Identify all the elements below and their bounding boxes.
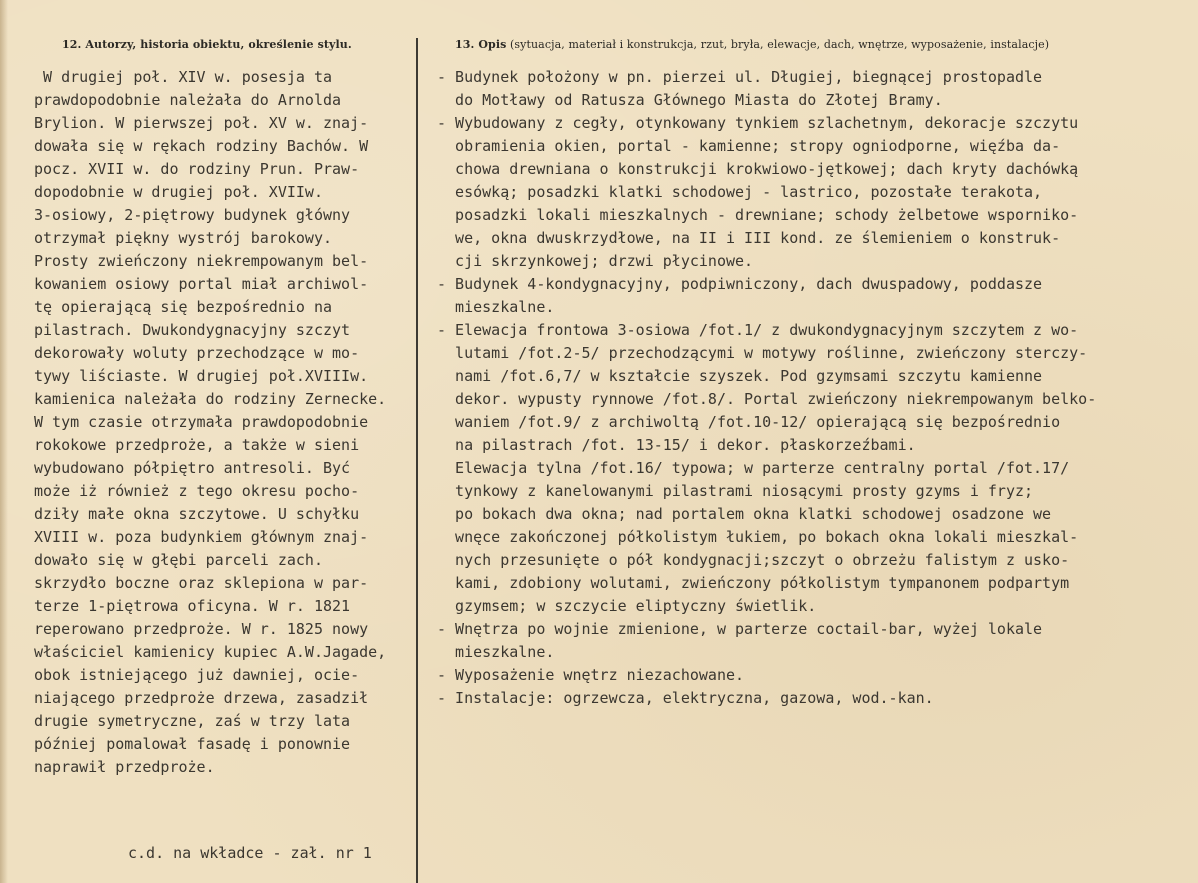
history-text-column <box>34 66 434 779</box>
text-line: dowało się w głębi parceli zach. <box>34 551 323 569</box>
text-line: pilastrach. Dwukondygnacyjny szczyt <box>34 321 351 339</box>
text-line: nych przesunięte o pół kondygnacji;szczyt o obrzeżu falistym z usko- <box>437 551 1070 569</box>
text-line: obok istniejącego już dawniej, ocie- <box>34 666 360 684</box>
text-line: rokokowe przedproże, a także w sieni <box>34 436 360 454</box>
text-line: naprawił przedproże. <box>34 758 215 776</box>
text-line: W drugiej poł. XIV w. posesja ta <box>34 68 333 86</box>
text-line: Elewacja tylna /fot.16/ typowa; w parterze centralny portal /fot.17/ <box>437 459 1070 477</box>
text-line: nami /fot.6,7/ w kształcie szyszek. Pod gzymsami szczytu kamienne <box>437 367 1043 385</box>
text-line: może iż również z tego okresu pocho- <box>34 482 360 500</box>
text-line: tynkowy z kanelowanymi pilastrami niosącymi prosty gzyms i fryz; <box>437 482 1034 500</box>
text-line: waniem /fot.9/ z archiwoltą /fot.10-12/ opierającą się bezpośrednio <box>437 413 1061 431</box>
text-line: skrzydło boczne oraz sklepiona w par- <box>34 574 369 592</box>
text-line: 3-osiowy, 2-piętrowy budynek główny <box>34 206 351 224</box>
paper-edge <box>0 0 8 883</box>
text-line: mieszkalne. <box>437 643 555 661</box>
text-line: do Motławy od Ratusza Głównego Miasta do Złotej Bramy. <box>437 91 943 109</box>
section-12-heading: 12. Autorzy, historia obiektu, określenie stylu. <box>62 38 352 51</box>
text-line: wybudowano półpiętro antresoli. Być <box>34 459 351 477</box>
text-line: prawdopodobnie należała do Arnolda <box>34 91 342 109</box>
text-line: - Budynek 4-kondygnacyjny, podpiwniczony, dach dwuspadowy, poddasze <box>437 275 1043 293</box>
text-line: dekor. wypusty rynnowe /fot.8/. Portal zwieńczony niekrempowanym belko- <box>437 390 1097 408</box>
text-line: na pilastrach /fot. 13-15/ i dekor. płaskorzeźbami. <box>437 436 916 454</box>
continuation-note: c.d. na wkładce - zał. nr 1 <box>128 844 372 862</box>
text-line: gzymsem; w szczycie eliptyczny świetlik. <box>437 597 817 615</box>
text-line: terze 1-piętrowa oficyna. W r. 1821 <box>34 597 351 615</box>
text-line: dowała się w rękach rodziny Bachów. W <box>34 137 369 155</box>
text-line: chowa drewniana o konstrukcji krokwiowo-jętkowej; dach kryty dachówką <box>437 160 1079 178</box>
text-line: dekorowały woluty przechodzące w mo- <box>34 344 360 362</box>
text-line: później pomalował fasadę i ponownie <box>34 735 351 753</box>
text-line: - Wyposażenie wnętrz niezachowane. <box>437 666 745 684</box>
text-line: posadzki lokali mieszkalnych - drewniane; schody żelbetowe wsporniko- <box>437 206 1079 224</box>
text-line: niającego przedproże drzewa, zasadził <box>34 689 369 707</box>
text-line: mieszkalne. <box>437 298 555 316</box>
text-line: otrzymał piękny wystrój barokowy. <box>34 229 333 247</box>
text-line: obramienia okien, portal - kamienne; stropy ogniodporne, więźba da- <box>437 137 1061 155</box>
text-line: tę opierającą się bezpośrednio na <box>34 298 333 316</box>
text-line: - Budynek położony w pn. pierzei ul. Długiej, biegnącej prostopadle <box>437 68 1043 86</box>
text-line: Prosty zwieńczony niekrempowanym bel- <box>34 252 369 270</box>
text-line: kami, zdobiony wolutami, zwieńczony półkolistym tympanonem podpartym <box>437 574 1070 592</box>
text-line: wnęce zakończonej półkolistym łukiem, po bokach okna lokali mieszkal- <box>437 528 1079 546</box>
text-line: drugie symetryczne, zaś w trzy lata <box>34 712 351 730</box>
text-line: dopodobnie w drugiej poł. XVIIw. <box>34 183 323 201</box>
text-line: dziły małe okna szczytowe. U schyłku <box>34 505 360 523</box>
text-line: esówką; posadzki klatki schodowej - lastrico, pozostałe terakota, <box>437 183 1043 201</box>
text-line: - Wnętrza po wojnie zmienione, w parterze coctail-bar, wyżej lokale <box>437 620 1043 638</box>
text-line: lutami /fot.2-5/ przechodzącymi w motywy roślinne, zwieńczony sterczy- <box>437 344 1088 362</box>
description-text-column <box>437 66 1192 710</box>
section-13-heading <box>455 38 1049 51</box>
text-line: - Instalacje: ogrzewcza, elektryczna, gazowa, wod.-kan. <box>437 689 934 707</box>
text-line: Brylion. W pierwszej poł. XV w. znaj- <box>34 114 369 132</box>
section-13-heading-number: 13. Opis <box>455 38 507 51</box>
text-line: kowaniem osiowy portal miał archiwol- <box>34 275 369 293</box>
text-line: - Wybudowany z cegły, otynkowany tynkiem szlachetnym, dekoracje szczytu <box>437 114 1079 132</box>
text-line: pocz. XVII w. do rodziny Prun. Praw- <box>34 160 360 178</box>
text-line: we, okna dwuskrzydłowe, na II i III kond. ze ślemieniem o konstruk- <box>437 229 1061 247</box>
text-line: po bokach dwa okna; nad portalem okna klatki schodowej osadzone we <box>437 505 1052 523</box>
text-line: W tym czasie otrzymała prawdopodobnie <box>34 413 369 431</box>
text-line: kamienica należała do rodziny Zernecke. <box>34 390 387 408</box>
text-line: reperowano przedproże. W r. 1825 nowy <box>34 620 369 638</box>
text-line: XVIII w. poza budynkiem głównym znaj- <box>34 528 369 546</box>
text-line: cji skrzynkowej; drzwi płycinowe. <box>437 252 754 270</box>
text-line: - Elewacja frontowa 3-osiowa /fot.1/ z dwukondygnacyjnym szczytem z wo- <box>437 321 1079 339</box>
section-13-heading-scope: (sytuacja, materiał i konstrukcja, rzut, bryła, elewacje, dach, wnętrze, wyposażenie, instalacje) <box>506 38 1050 51</box>
text-line: właściciel kamienicy kupiec A.W.Jagade, <box>34 643 387 661</box>
text-line: tywy liściaste. W drugiej poł.XVIIIw. <box>34 367 369 385</box>
